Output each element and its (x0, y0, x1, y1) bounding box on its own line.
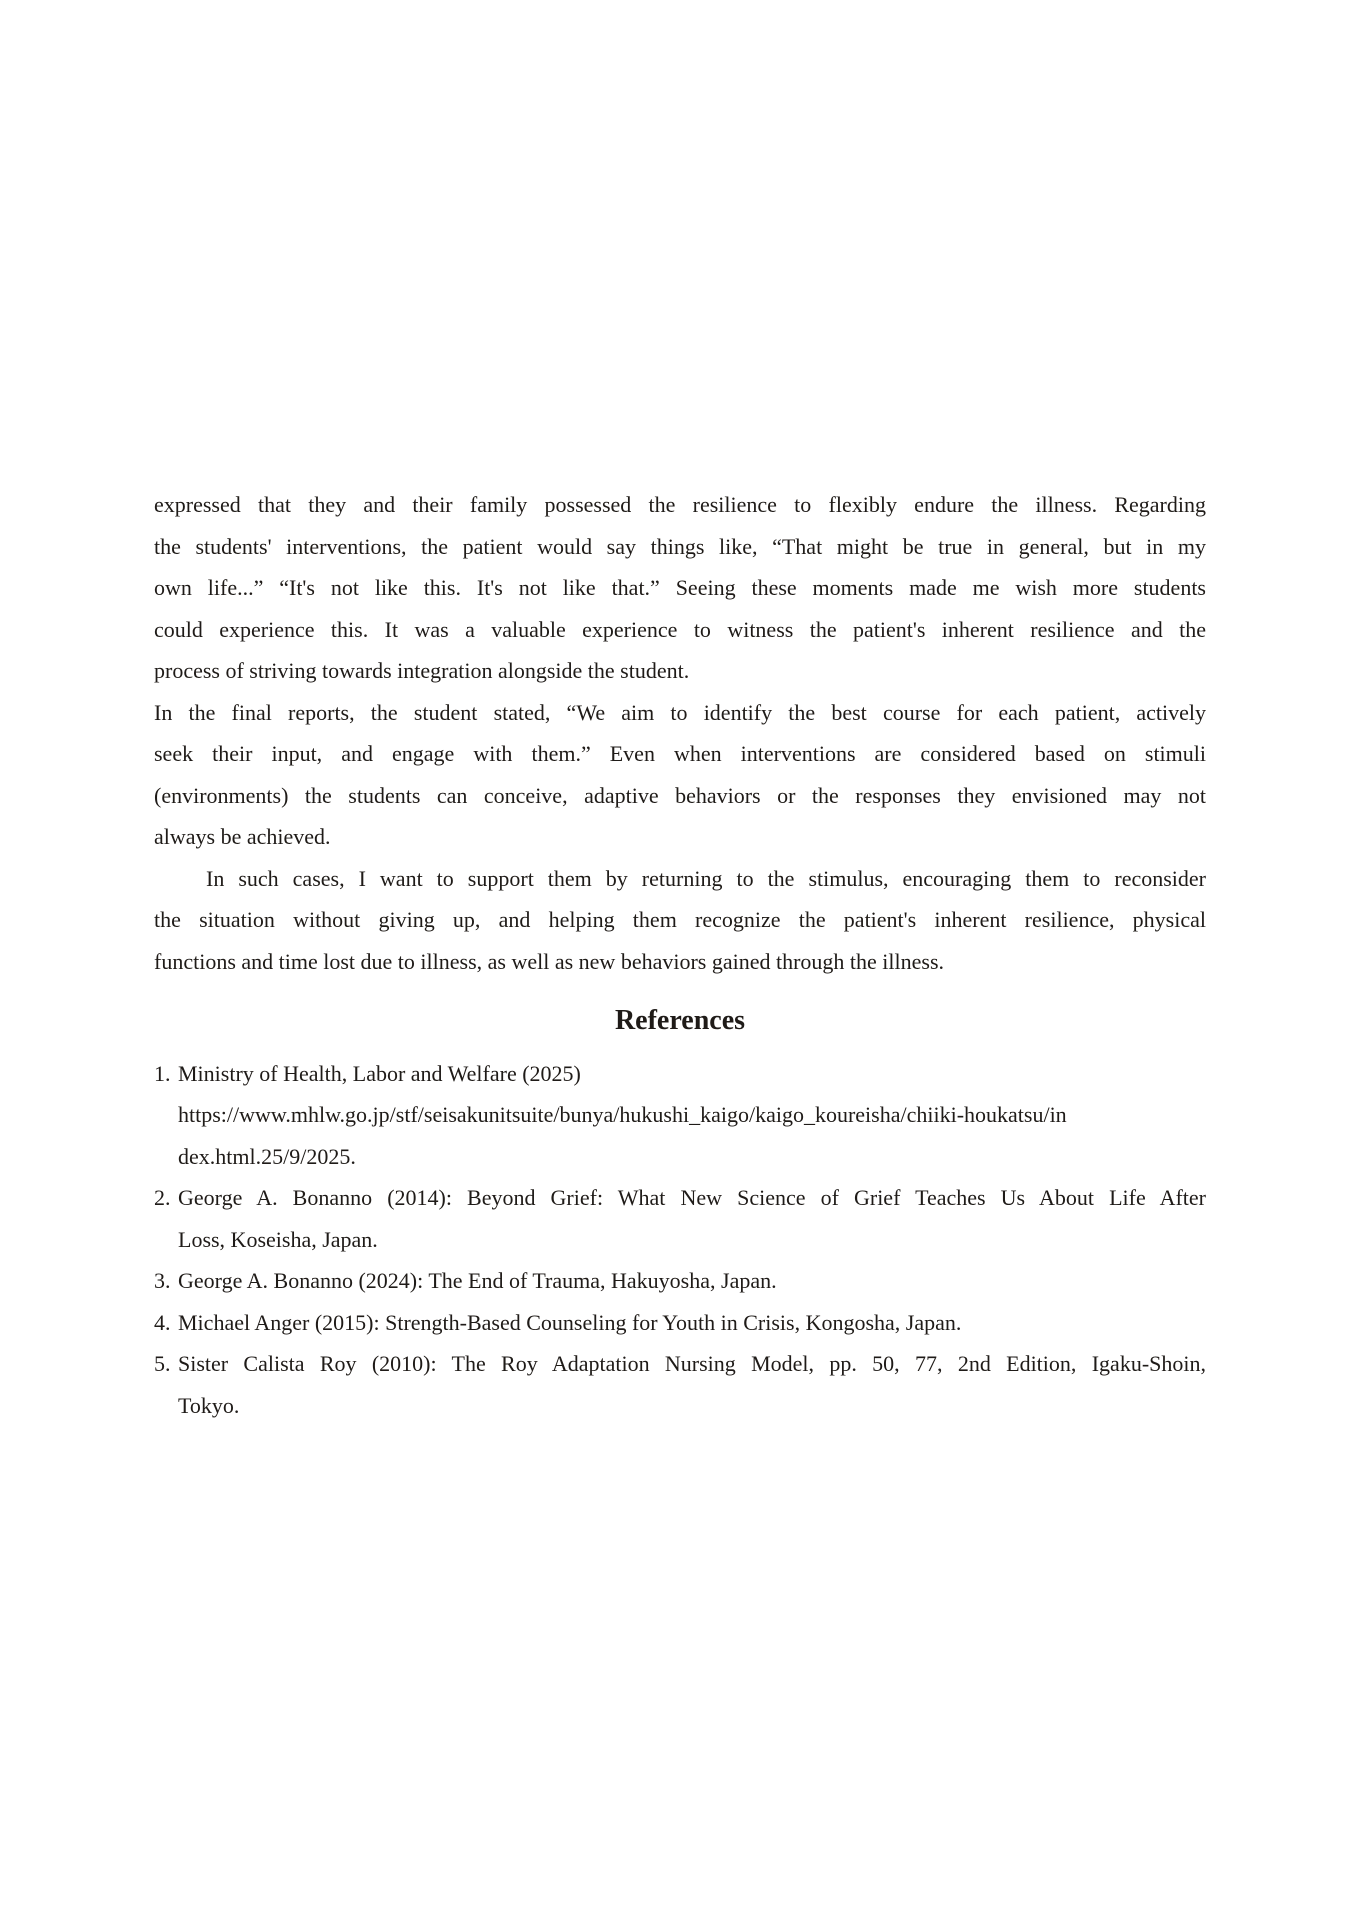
text-line: In such cases, I want to support them by returning to the stimulus, encouraging them to reconsider (206, 865, 1206, 891)
reference-number: 4. (154, 1309, 171, 1335)
text-line: expressed that they and their family possessed the resilience to flexibly endure the illness. Regarding (154, 492, 1206, 517)
reference-line: George A. Bonanno (2024): The End of Trauma, Hakuyosha, Japan. (178, 1268, 777, 1293)
reference-item (154, 1302, 1206, 1344)
page-content (154, 484, 1206, 1426)
text-line: the situation without giving up, and helping them recognize the patient's inherent resilience, physical (154, 907, 1206, 932)
reference-list (154, 1053, 1206, 1427)
paragraph (154, 484, 1206, 692)
reference-line: Michael Anger (2015): Strength-Based Counseling for Youth in Crisis, Kongosha, Japan. (178, 1309, 962, 1335)
paragraph (154, 692, 1206, 858)
reference-item (154, 1177, 1206, 1260)
reference-line: Sister Calista Roy (2010): The Roy Adaptation Nursing Model, pp. 50, 77, 2nd Edition, Igaku-Shoin, (178, 1351, 1206, 1376)
reference-line: https://www.mhlw.go.jp/stf/seisakunitsuite/bunya/hukushi_kaigo/kaigo_koureisha/chiiki-houkatsu/in (178, 1102, 1067, 1127)
text-line: own life...” “It's not like this. It's not like that.” Seeing these moments made me wish more students (154, 575, 1206, 600)
reference-number: 3. (154, 1268, 171, 1293)
reference-item (154, 1053, 1206, 1178)
text-line: functions and time lost due to illness, as well as new behaviors gained through the illness. (154, 948, 945, 974)
reference-item (154, 1343, 1206, 1426)
paragraph (154, 858, 1206, 983)
reference-line: Loss, Koseisha, Japan. (178, 1226, 378, 1252)
references-heading: References (614, 1005, 746, 1036)
reference-line: Tokyo. (178, 1392, 240, 1418)
text-line: (environments) the students can conceive, adaptive behaviors or the responses they envisioned may not (154, 782, 1206, 808)
reference-number: 5. (154, 1351, 171, 1376)
text-line: In the final reports, the student stated, “We aim to identify the best course for each patient, actively (154, 699, 1206, 725)
text-line: process of striving towards integration alongside the student. (154, 658, 690, 683)
text-line: seek their input, and engage with them.” Even when interventions are considered based on stimuli (154, 741, 1206, 766)
reference-line: George A. Bonanno (2014): Beyond Grief: What New Science of Grief Teaches Us About Life After (178, 1185, 1206, 1210)
reference-line: Ministry of Health, Labor and Welfare (2025) (178, 1060, 581, 1086)
body-text (154, 484, 1206, 982)
text-line: always be achieved. (154, 824, 331, 849)
reference-number: 2. (154, 1185, 171, 1210)
reference-line: dex.html.25/9/2025. (178, 1143, 356, 1169)
text-line: the students' interventions, the patient would say things like, “That might be true in general, but in my (154, 533, 1206, 559)
reference-number: 1. (154, 1060, 171, 1086)
reference-item (154, 1260, 1206, 1302)
text-line: could experience this. It was a valuable experience to witness the patient's inherent resilience and the (154, 616, 1206, 642)
